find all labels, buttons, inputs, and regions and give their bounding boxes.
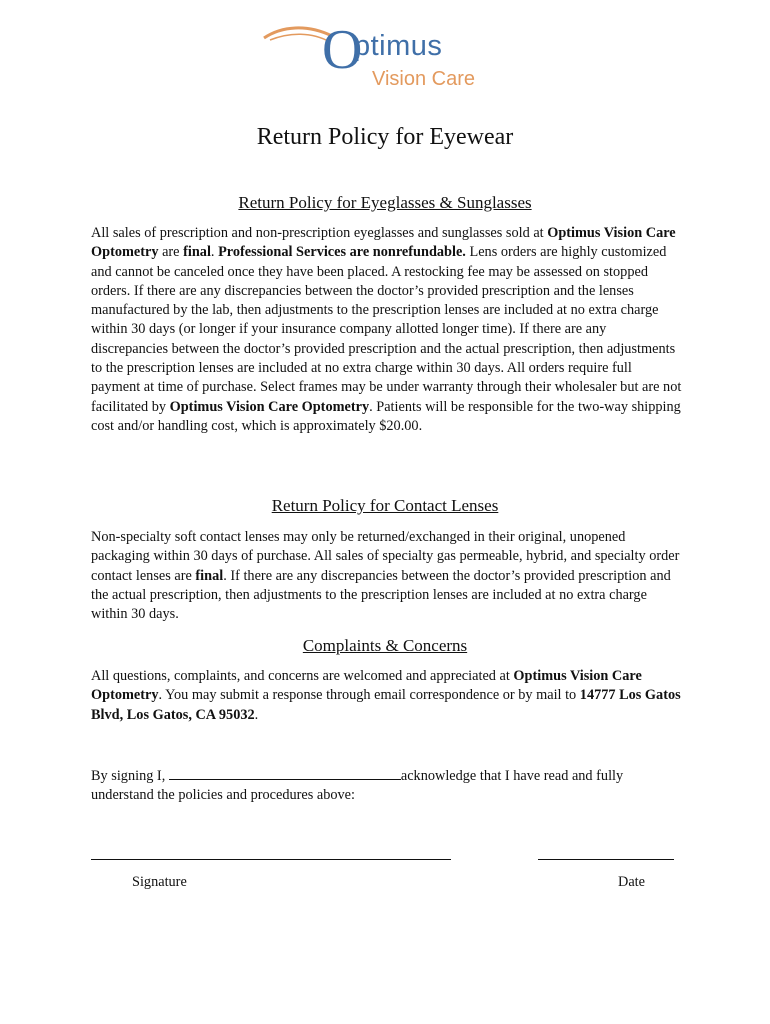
complaints-paragraph: All questions, complaints, and concerns are welcomed and appreciated at Optimus Vision Care Optometry. You may submit a response through email correspondence or by mail to 14777 Los Gatos Blvd, Los Gatos, CA 95032.	[91, 668, 681, 723]
logo-initial: O	[322, 19, 363, 81]
name-blank-field[interactable]	[169, 765, 401, 780]
logo-subtitle: Vision Care	[372, 68, 476, 90]
contact-lenses-policy-heading: Return Policy for Contact Lenses	[271, 496, 499, 515]
date-label: Date	[618, 874, 645, 890]
signature-label: Signature	[132, 874, 187, 890]
page-title: Return Policy for Eyewear	[256, 124, 514, 150]
eyeglasses-policy-heading: Return Policy for Eyeglasses & Sunglasses	[238, 193, 532, 212]
company-logo	[262, 18, 512, 98]
signature-line[interactable]	[91, 859, 451, 860]
contact-lenses-policy-paragraph: Non-specialty soft contact lenses may only be returned/exchanged in their original, unopened packaging within 30 days of purchase. All sales of specialty gas permeable, hybrid, and specialty order contact lenses are final. If there are any discrepancies between the doctor’s provided prescription and the actual prescription, then adjustments to the prescription lenses are included at no extra charge within 30 days.	[91, 529, 680, 623]
logo-wordmark: ptimus	[354, 30, 443, 62]
date-line[interactable]	[538, 859, 674, 860]
complaints-heading: Complaints & Concerns	[302, 636, 468, 655]
acknowledgement-statement: By signing I, acknowledge that I have read and fully understand the policies and procedures above:	[91, 765, 683, 806]
eyeglasses-policy-paragraph: All sales of prescription and non-prescription eyeglasses and sunglasses sold at Optimus Vision Care Optometry are final. Professional Services are nonrefundable. Lens orders are highly customized and cannot be canceled once they have been placed. A restocking fee may be assessed on stopped orders. If there are any discrepancies between the doctor’s provided prescription and the lenses manufactured by the lab, then adjustments to the prescription lenses are included at no extra charge within 30 days (or longer if your insurance company allotted longer time). If there are any discrepancies between the doctor’s provided prescription and the actual prescription, then adjustments to the prescription lenses are included at no extra charge within 30 days. All orders require full payment at time of purchase. Select frames may be under warranty through their wholesaler but are not facilitated by Optimus Vision Care Optometry. Patients will be responsible for the two-way shipping cost and/or handling cost, which is approximately $20.00.	[91, 225, 682, 434]
